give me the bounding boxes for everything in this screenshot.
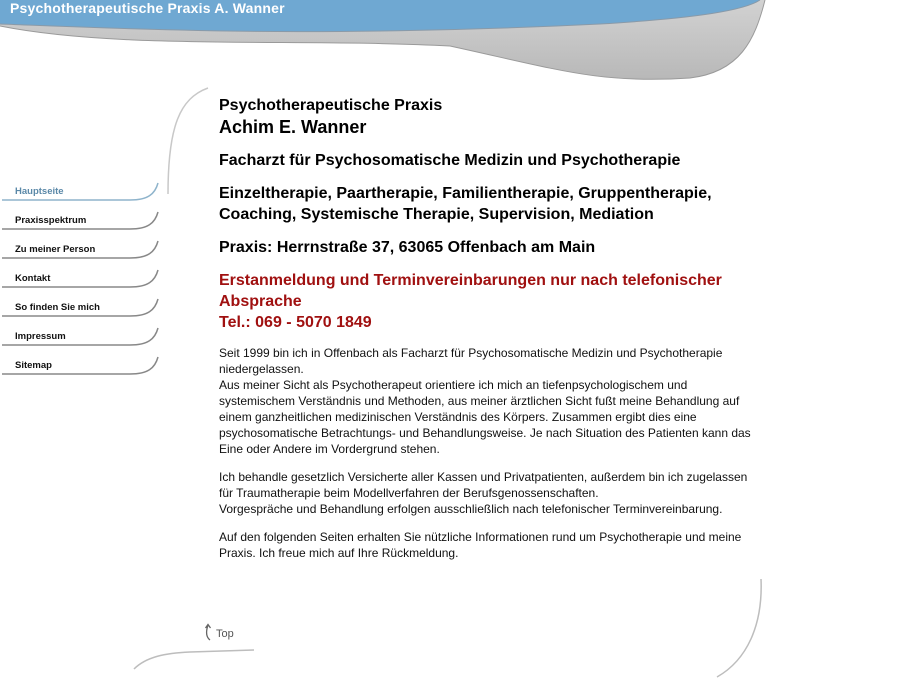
curved-up-arrow-icon	[204, 623, 212, 644]
doctor-name: Achim E. Wanner	[219, 117, 367, 137]
address-heading: Praxis: Herrnstraße 37, 63065 Offenbach am Main	[219, 239, 596, 256]
appointment-notice	[219, 270, 754, 333]
nav-label: Hauptseite	[15, 186, 64, 197]
nav-label: Zu meiner Person	[15, 244, 96, 255]
intro-paragraph	[219, 345, 754, 457]
services-heading	[219, 183, 754, 225]
nav-item-so-finden-sie-mich[interactable]	[0, 294, 165, 323]
nav-label: Sitemap	[15, 360, 52, 371]
back-to-top-link[interactable]	[204, 623, 234, 644]
intro-text-1: Seit 1999 bin ich in Offenbach als Facharzt für Psychosomatische Medizin und Psychotherapie niedergelassen.	[219, 346, 723, 376]
nav-item-sitemap[interactable]	[0, 352, 165, 381]
intro-text-2: Aus meiner Sicht als Psychotherapeut orientiere ich mich an tiefenpsychologischem und systemischem Verständnis und Methoden, aus meiner ärztlichen Sicht fußt meine Behandlung auf einem ganzheitlichen medizinischen Verständnis des Körpers. Zusammen ergibt dies eine psychosomatische Betrachtungs- und Behandlungsweise. Je nach Situation des Patienten kann das Eine oder Andere im Vordergrund stehen.	[219, 378, 751, 456]
specialty-heading: Facharzt für Psychosomatische Medizin und Psychotherapie	[219, 152, 681, 169]
practice-subtitle: Psychotherapeutische Praxis	[219, 97, 443, 114]
phone-number: Tel.: 069 - 5070 1849	[219, 314, 372, 331]
decorative-curve-bottom-left	[130, 645, 260, 675]
nav-label: Impressum	[15, 331, 66, 342]
nav-label: Kontakt	[15, 273, 51, 284]
nav-item-zu-meiner-person[interactable]	[0, 236, 165, 265]
nav-label: Praxisspektrum	[15, 215, 87, 226]
sidebar-nav	[0, 178, 165, 381]
services-line-1: Einzeltherapie, Paartherapie, Familientherapie, Gruppentherapie,	[219, 185, 712, 202]
nav-label: So finden Sie mich	[15, 302, 100, 313]
nav-item-praxisspektrum[interactable]	[0, 207, 165, 236]
decorative-curve-top	[160, 86, 210, 196]
services-line-2: Coaching, Systemische Therapie, Supervision, Mediation	[219, 206, 654, 223]
nav-item-kontakt[interactable]	[0, 265, 165, 294]
nav-item-hauptseite[interactable]	[0, 178, 165, 207]
insurance-paragraph	[219, 469, 754, 517]
site-title: Psychotherapeutische Praxis A. Wanner	[10, 0, 285, 16]
appointment-notice-text: Erstanmeldung und Terminvereinbarungen nur nach telefonischer Absprache	[219, 272, 722, 310]
closing-paragraph: Auf den folgenden Seiten erhalten Sie nützliche Informationen rund um Psychotherapie und meine Praxis. Ich freue mich auf Ihre Rückmeldung.	[219, 530, 742, 560]
insurance-text-2: Vorgespräche und Behandlung erfolgen ausschließlich nach telefonischer Terminvereinbarung.	[219, 502, 723, 516]
decorative-curve-bottom-right	[715, 575, 775, 680]
top-label: Top	[216, 628, 234, 640]
nav-item-impressum[interactable]	[0, 323, 165, 352]
main-content	[219, 96, 754, 573]
insurance-text-1: Ich behandle gesetzlich Versicherte aller Kassen und Privatpatienten, außerdem bin ich zugelassen für Traumatherapie beim Modellverfahren der Berufsgenossenschaften.	[219, 470, 748, 500]
